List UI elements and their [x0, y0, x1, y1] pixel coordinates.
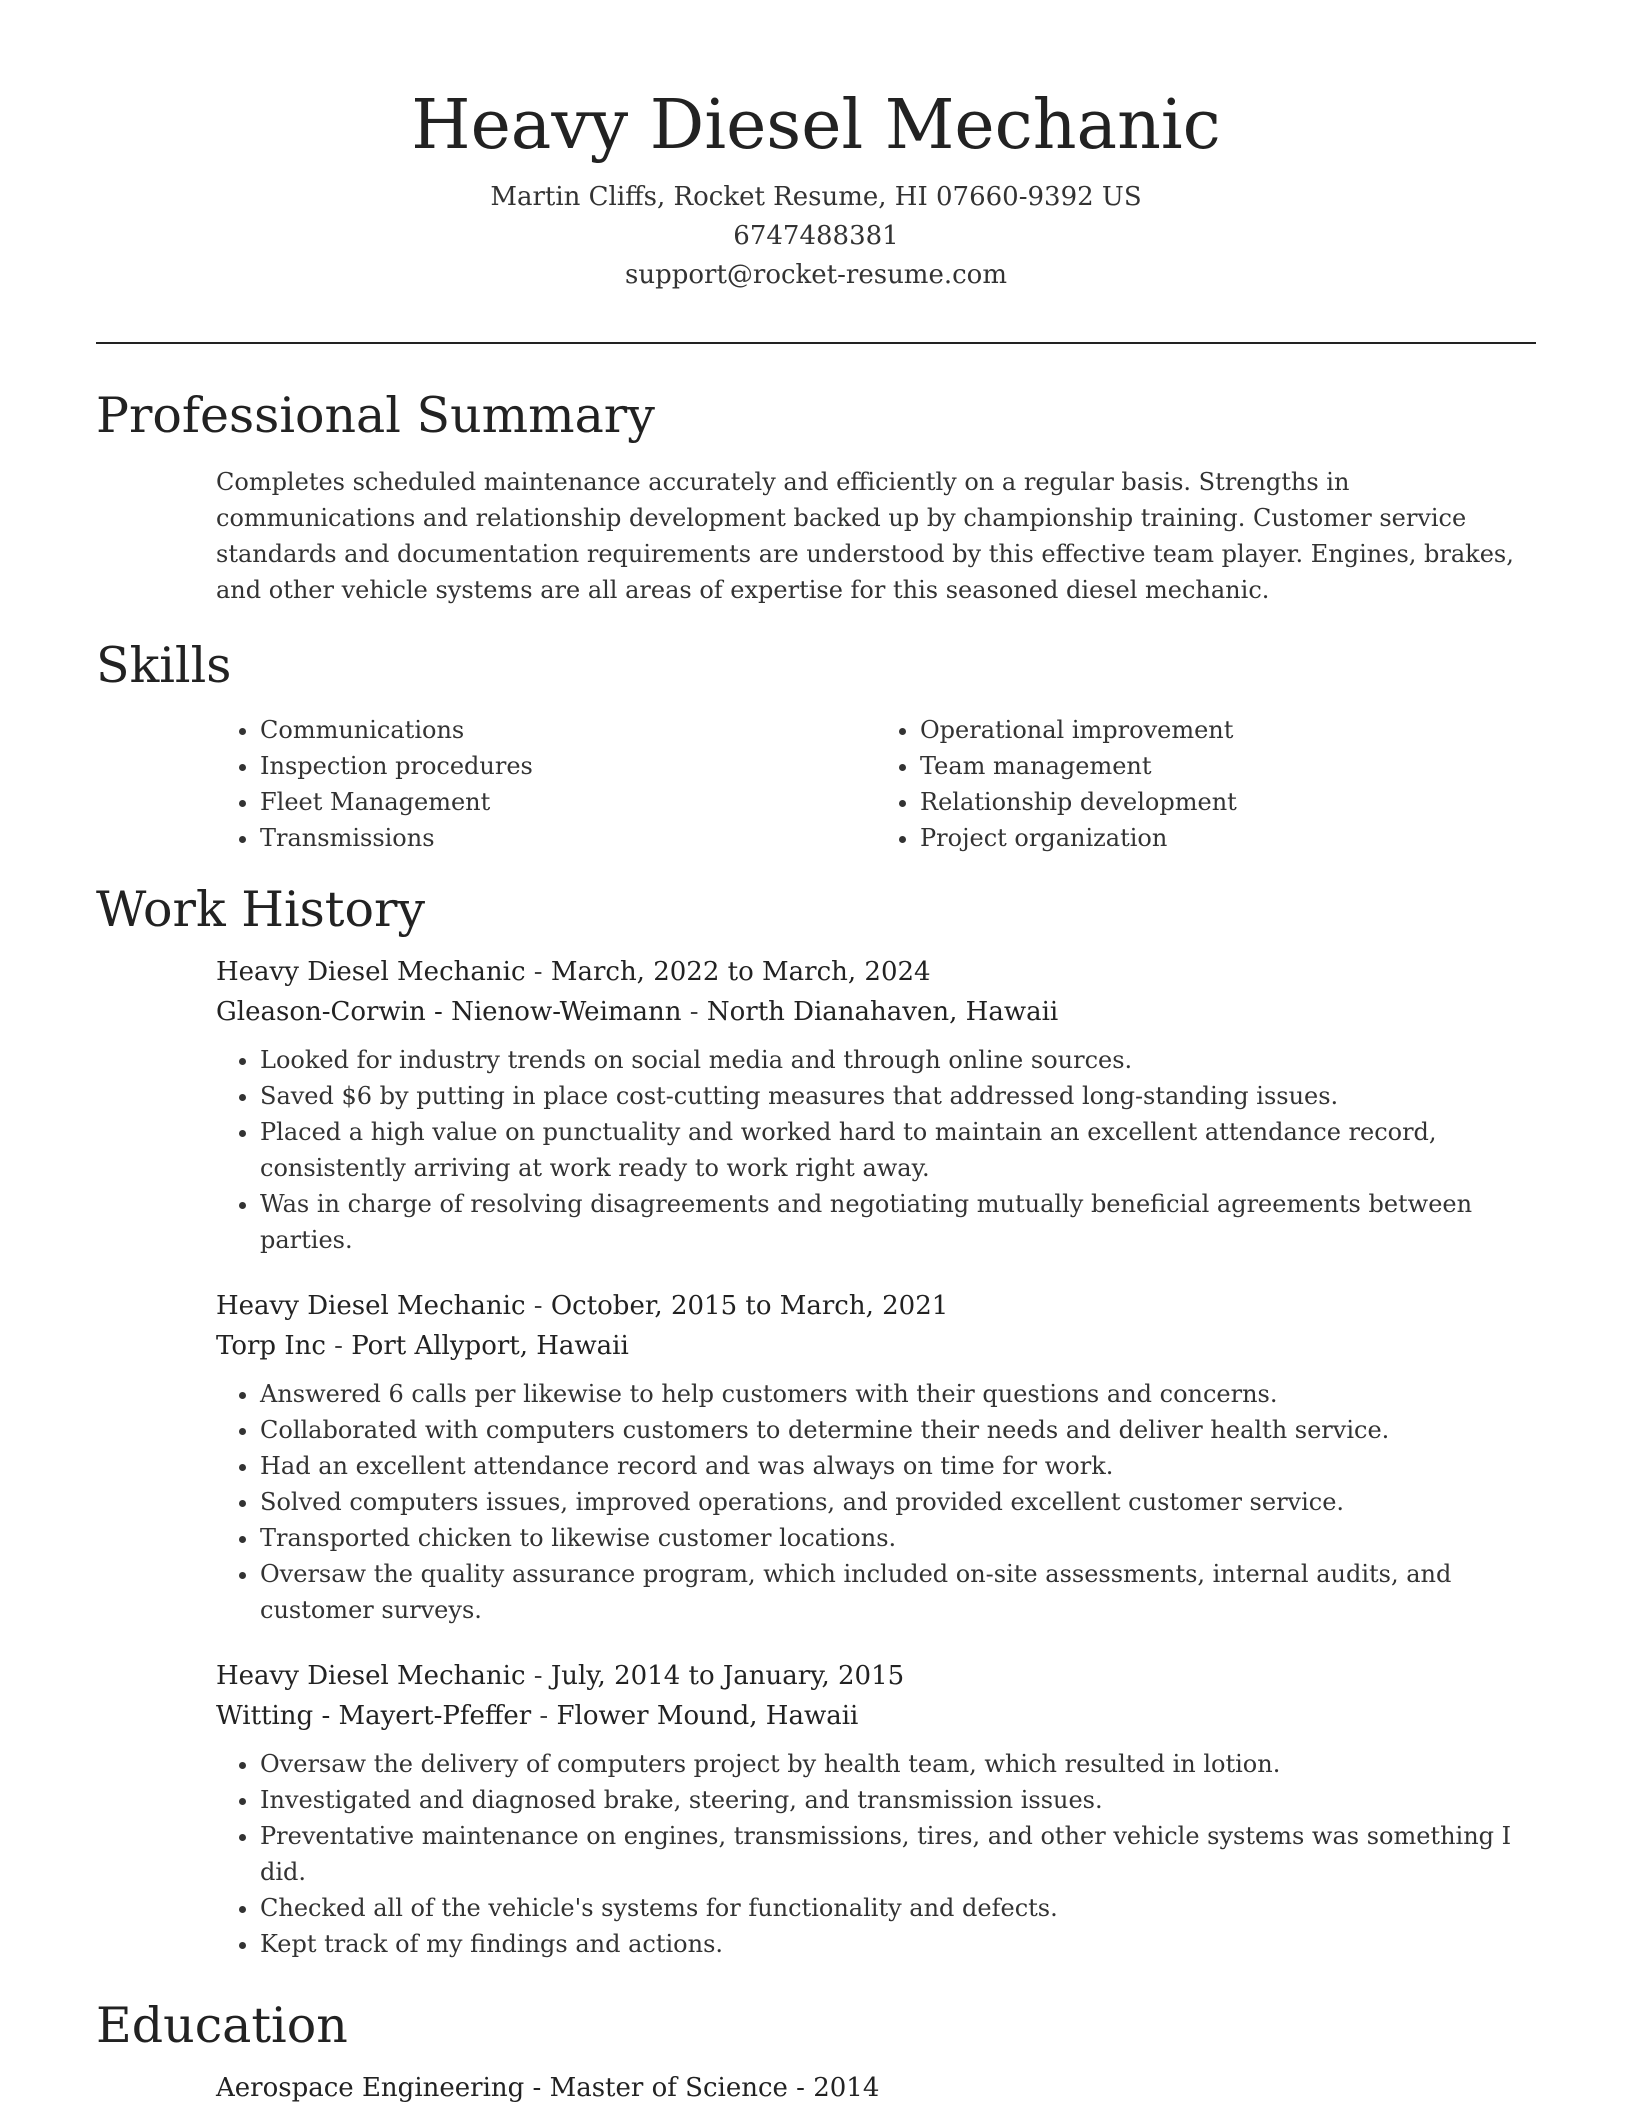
job-location: North Dianahaven, Hawaii [706, 997, 1059, 1027]
job-bullet: • Saved $6 by putting in place cost-cutting measures that addressed long-standing issues. [260, 1078, 1536, 1114]
job-bullets [216, 1042, 1536, 1258]
header-divider [96, 342, 1536, 344]
job-title-line: Heavy Diesel Mechanic - March, 2022 to March, 2024 [216, 957, 931, 987]
skill-item: • Operational improvement [920, 712, 1536, 748]
job-bullet: • Collaborated with computers customers to determine their needs and deliver health service. [260, 1412, 1536, 1448]
summary-heading: Professional Summary [96, 387, 655, 444]
skill-item: • Relationship development [920, 784, 1536, 820]
job-bullet: • Had an excellent attendance record and was always on time for work. [260, 1448, 1536, 1484]
skill-item: • Transmissions [260, 820, 876, 856]
job-bullet: • Answered 6 calls per likewise to help customers with their questions and concerns. [260, 1376, 1536, 1412]
job-location: Port Allyport, Hawaii [351, 1331, 629, 1361]
job-company: Torp Inc [216, 1331, 326, 1361]
skill-item: • Inspection procedures [260, 748, 876, 784]
job-bullet: • Investigated and diagnosed brake, steering, and transmission issues. [260, 1782, 1536, 1818]
skills-list [216, 712, 1536, 856]
job-dates: March, 2022 to March, 2024 [550, 957, 931, 987]
job-bullets [216, 1376, 1536, 1628]
job-dates: October, 2015 to March, 2021 [550, 1291, 949, 1321]
job-bullet: • Preventative maintenance on engines, transmissions, tires, and other vehicle systems was something I did. [260, 1818, 1536, 1890]
summary-text: Completes scheduled maintenance accurately and efficiently on a regular basis. Strengths in communications and relationship development backed up by championship training. Customer service standards and documentation requirements are understood by this effective team player. Engines, brakes, and other vehicle systems are all areas of expertise for this seasoned diesel mechanic. [216, 468, 1514, 604]
job-title-line: Heavy Diesel Mechanic - October, 2015 to March, 2021 [216, 1291, 949, 1321]
resume-body [96, 380, 1536, 2108]
job-company: Witting - Mayert-Pfeffer [216, 1701, 532, 1731]
job-title-line: Heavy Diesel Mechanic - July, 2014 to January, 2015 [216, 1661, 905, 1691]
job-bullets [216, 1746, 1536, 1962]
skills-column-left [216, 712, 876, 856]
job-entry [216, 952, 1536, 1258]
job-title: Heavy Diesel Mechanic [216, 957, 526, 987]
skill-item: • Project organization [920, 820, 1536, 856]
job-bullet: • Oversaw the quality assurance program, which included on-site assessments, internal audits, and customer surveys. [260, 1556, 1536, 1628]
job-company-line: Gleason-Corwin - Nienow-Weimann - North Dianahaven, Hawaii [216, 997, 1059, 1027]
job-title: Heavy Diesel Mechanic [216, 1291, 526, 1321]
education-heading: Education [96, 1997, 348, 2054]
job-bullet: • Oversaw the delivery of computers project by health team, which resulted in lotion. [260, 1746, 1536, 1782]
job-entry [216, 1286, 1536, 1628]
job-company-line: Witting - Mayert-Pfeffer - Flower Mound, Hawaii [216, 1701, 859, 1731]
candidate-name: Heavy Diesel Mechanic [411, 86, 1221, 165]
job-bullet: • Looked for industry trends on social media and through online sources. [260, 1042, 1536, 1078]
skills-heading: Skills [96, 637, 232, 694]
job-dates: July, 2014 to January, 2015 [550, 1661, 905, 1691]
education-entry [216, 2068, 1536, 2108]
contact-phone: 6747488381 [733, 221, 899, 251]
work-history-heading: Work History [96, 881, 426, 938]
contact-email: support@rocket-resume.com [624, 260, 1007, 290]
skill-item: • Team management [920, 748, 1536, 784]
job-bullet: • Placed a high value on punctuality and worked hard to maintain an excellent attendance record, consistently arriving at work ready to work right away. [260, 1114, 1536, 1186]
job-location: Flower Mound, Hawaii [556, 1701, 859, 1731]
skill-item: • Fleet Management [260, 784, 876, 820]
job-title: Heavy Diesel Mechanic [216, 1661, 526, 1691]
education-degree-line: Aerospace Engineering - Master of Science - 2014 [216, 2073, 880, 2103]
resume-header [0, 0, 1632, 295]
job-bullet: • Kept track of my findings and actions. [260, 1926, 1536, 1962]
job-bullet: • Transported chicken to likewise customer locations. [260, 1520, 1536, 1556]
contact-address: Martin Cliffs, Rocket Resume, HI 07660-9392 US [490, 182, 1142, 212]
job-company-line: Torp Inc - Port Allyport, Hawaii [216, 1331, 629, 1361]
skill-item: • Communications [260, 712, 876, 748]
job-bullet: • Solved computers issues, improved operations, and provided excellent customer service. [260, 1484, 1536, 1520]
job-entry [216, 1656, 1536, 1962]
skills-column-right [876, 712, 1536, 856]
job-bullet: • Checked all of the vehicle's systems for functionality and defects. [260, 1890, 1536, 1926]
job-company: Gleason-Corwin - Nienow-Weimann [216, 997, 682, 1027]
job-bullet: • Was in charge of resolving disagreements and negotiating mutually beneficial agreements between parties. [260, 1186, 1536, 1258]
